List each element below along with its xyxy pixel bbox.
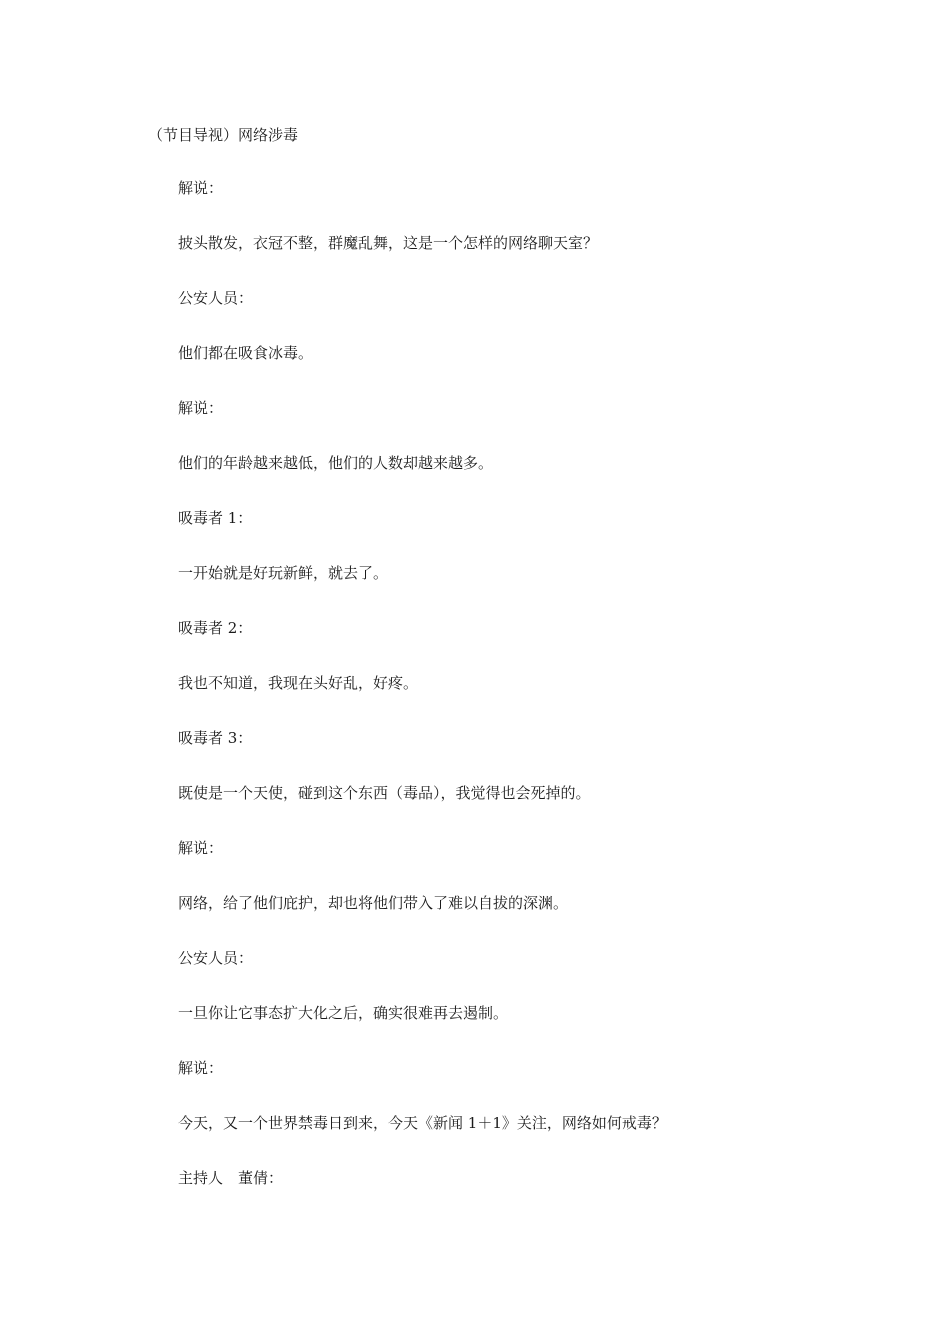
document-body	[178, 177, 898, 1222]
paragraph: 解说：	[178, 179, 224, 197]
paragraph: 今天，又一个世界禁毒日到来，今天《新闻 1＋1》关注，网络如何戒毒？	[178, 1114, 667, 1132]
paragraph: 解说：	[178, 1059, 224, 1077]
paragraph: 一开始就是好玩新鲜，就去了。	[178, 564, 389, 582]
paragraph: 一旦你让它事态扩大化之后，确实很难再去遏制。	[178, 1004, 509, 1022]
paragraph: 解说：	[178, 839, 224, 857]
paragraph: 吸毒者 3：	[178, 729, 253, 747]
paragraph: 网络，给了他们庇护，却也将他们带入了难以自拔的深渊。	[178, 894, 569, 912]
paragraph: 既使是一个天使，碰到这个东西（毒品），我觉得也会死掉的。	[178, 784, 591, 802]
document-title: （节目导视）网络涉毒	[148, 126, 299, 144]
paragraph: 公安人员：	[178, 289, 254, 307]
paragraph: 他们都在吸食冰毒。	[178, 344, 314, 362]
paragraph: 吸毒者 2：	[178, 619, 253, 637]
paragraph: 披头散发，衣冠不整，群魔乱舞，这是一个怎样的网络聊天室？	[178, 234, 599, 252]
paragraph: 他们的年龄越来越低，他们的人数却越来越多。	[178, 454, 494, 472]
paragraph: 吸毒者 1：	[178, 509, 253, 527]
paragraph: 解说：	[178, 399, 224, 417]
paragraph: 我也不知道，我现在头好乱，好疼。	[178, 674, 419, 692]
paragraph: 公安人员：	[178, 949, 254, 967]
paragraph: 主持人 董倩：	[178, 1169, 284, 1187]
